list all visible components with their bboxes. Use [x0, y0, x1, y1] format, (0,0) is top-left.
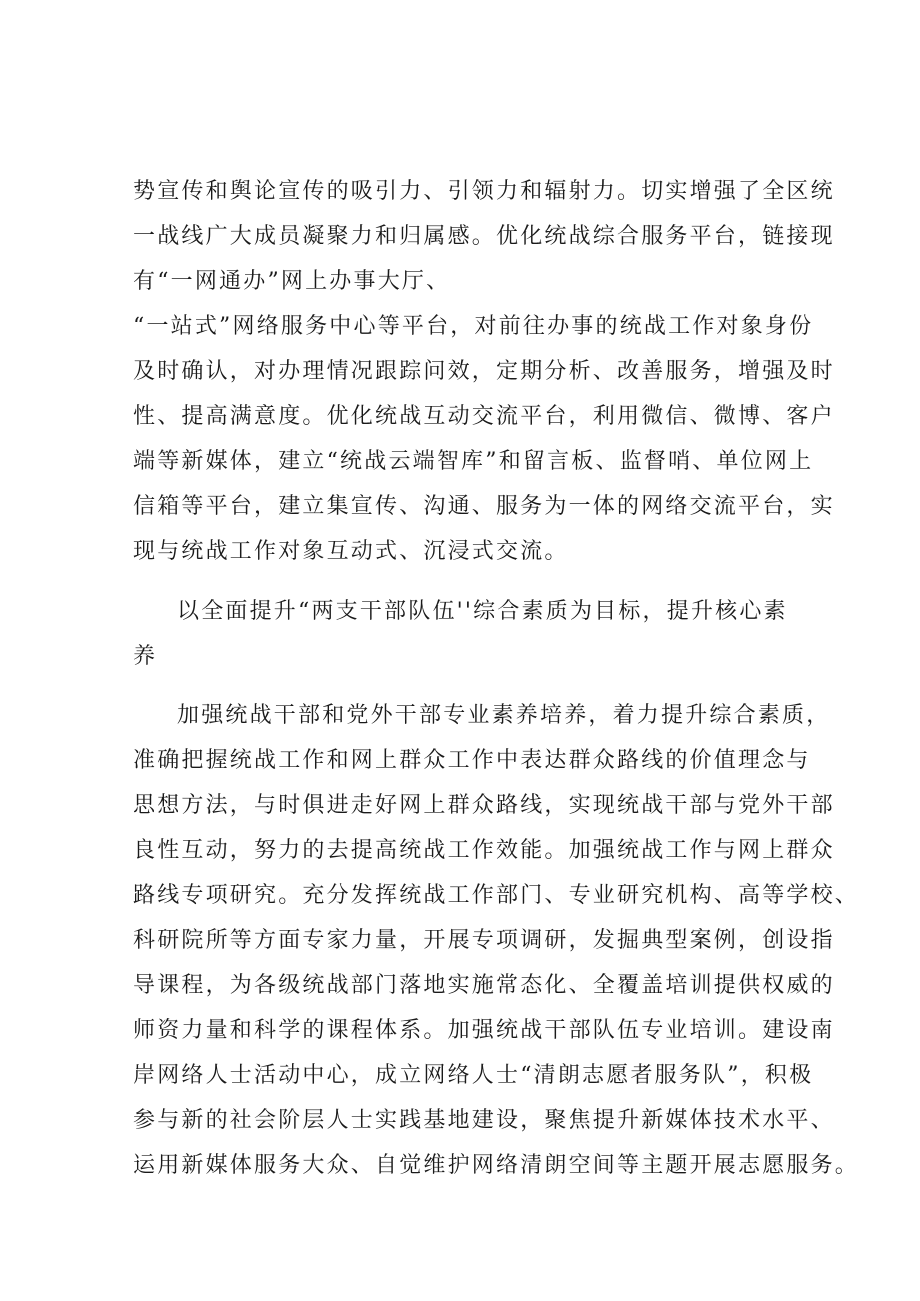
- paragraph-2-line-8: 师资力量和科学的课程体系。加强统战干部队伍专业培训。建设南: [133, 1018, 835, 1043]
- paragraph-2-line-5: 路线专项研究。充分发挥统战工作部门、专业研究机构、高等学校、: [133, 883, 860, 908]
- paragraph-2-line-1: 加强统战干部和党外干部专业素养培养，着力提升综合素质，: [177, 703, 831, 728]
- paragraph-2-line-4: 良性互动，努力的去提高统战工作效能。加强统战工作与网上群众: [133, 838, 835, 863]
- paragraph-2-line-6: 科研院所等方面专家力量，开展专项调研，发掘典型案例，创设指: [133, 928, 835, 953]
- paragraph-2-line-10: 参与新的社会阶层人士实践基地建设，聚焦提升新媒体技术水平、: [133, 1108, 835, 1133]
- paragraph-1-line-8: 信箱等平台，建立集宣传、沟通、服务为一体的网络交流平台，实: [133, 494, 835, 519]
- section-heading-line-1: 以全面提升“两支干部队伍''综合素质为目标，提升核心素: [177, 599, 788, 624]
- paragraph-1-line-7: 端等新媒体，建立“统战云端智库”和留言板、监督哨、单位网上: [133, 449, 814, 474]
- paragraph-1-line-1: 势宣传和舆论宣传的吸引力、引领力和辐射力。切实增强了全区统: [133, 179, 835, 204]
- paragraph-1-line-3: 有“一网通办”网上办事大厅、: [133, 269, 451, 294]
- paragraph-2-line-7: 导课程，为各级统战部门落地实施常态化、全覆盖培训提供权威的: [133, 973, 835, 998]
- paragraph-2-line-3: 思想方法，与时俱进走好网上群众路线，实现统战干部与党外干部: [133, 793, 835, 818]
- paragraph-1-line-2: 一战线广大成员凝聚力和归属感。优化统战综合服务平台，链接现: [133, 224, 835, 249]
- paragraph-1-line-4: “一站式”网络服务中心等平台，对前往办事的统战工作对象身份: [133, 314, 814, 339]
- paragraph-1-line-9: 现与统战工作对象互动式、沉浸式交流。: [133, 539, 569, 564]
- section-heading-line-2: 养: [133, 644, 158, 669]
- paragraph-2-line-9: 岸网络人士活动中心，成立网络人士“清朗志愿者服务队”，积极: [133, 1063, 814, 1088]
- paragraph-1-line-5: 及时确认，对办理情况跟踪问效，定期分析、改善服务，增强及时: [133, 359, 835, 384]
- paragraph-1-line-6: 性、提高满意度。优化统战互动交流平台，利用微信、微博、客户: [133, 404, 835, 429]
- paragraph-2-line-11: 运用新媒体服务大众、自觉维护网络清朗空间等主题开展志愿服务。: [133, 1153, 860, 1178]
- paragraph-2-line-2: 准确把握统战工作和网上群众工作中表达群众路线的价值理念与: [133, 748, 811, 773]
